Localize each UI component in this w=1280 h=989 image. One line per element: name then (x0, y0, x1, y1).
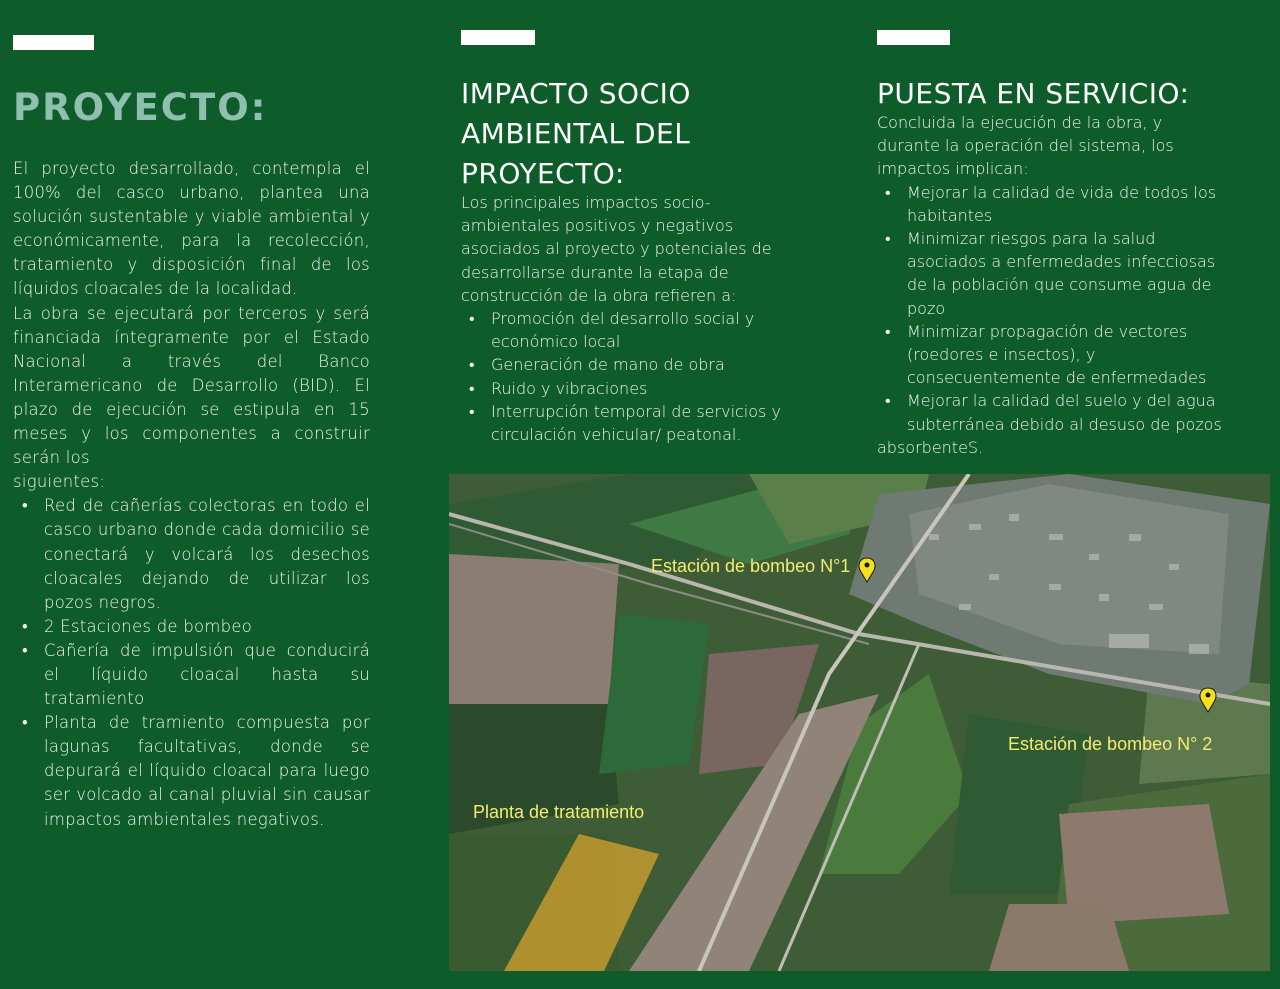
bullet-icon: • (469, 378, 475, 398)
impacto-intro: Los principales impactos socio-ambientales positivos y negativos asociados al proyecto y potenciales de desarrollarse durante la etapa de construcción de la obra refieren a: (461, 193, 772, 305)
proyecto-siguientes: siguientes: (13, 472, 106, 492)
list-item: • Minimizar propagación de vectores (roedores e insectos), y consecuentemente de enfermedades (885, 321, 1207, 388)
header-bar-left (13, 35, 94, 50)
header-bar-right (877, 30, 950, 45)
list-item: • Mejorar la calidad de vida de todos los habitantes (885, 182, 1217, 225)
list-item: • Generación de mano de obra (491, 353, 796, 376)
puesta-tail: absorbenteS. (877, 437, 984, 457)
bullet-icon: • (469, 355, 475, 375)
header-bar-middle (461, 30, 535, 45)
bullet-icon: • (22, 713, 29, 733)
bullet-icon: • (22, 640, 29, 660)
list-item: • Promoción del desarrollo social y económico local (469, 309, 755, 352)
list-item: • Planta de tramiento compuesta por lagunas facultativas, donde se depurará el líquido cloacal para luego ser volcado al canal pluvial sin causar impactos ambientales negativos. (22, 713, 370, 829)
proyecto-intro: El proyecto desarrollado, contempla el 100% del casco urbano, plantea una solución sustentable y viable ambiental y económicamente, para la recolección, tratamiento y disposición final de los líquidos cloacales de la localidad. (13, 159, 370, 299)
proyecto-obra: La obra se ejecutará por terceros y será financiada íntegramente por el Estado Nacional a través del Banco Interamericano de Desarrollo (BID). El plazo de ejecución se estipula en 15 meses y los componentes a construir serán los (13, 303, 370, 468)
bullet-icon: • (885, 182, 891, 202)
bullet-icon: • (22, 616, 29, 636)
list-item: • Mejorar la calidad del suelo y del agua subterránea debido al desuso de pozos (885, 391, 1222, 434)
bullet-icon: • (469, 309, 475, 329)
list-item: • Red de cañerías colectoras en todo el casco urbano donde cada domicilio se conectará y volcará los desechos cloacales dejando de utilizar los pozos negros. (22, 496, 370, 612)
bullet-icon: • (885, 229, 891, 249)
impacto-title: IMPACTO SOCIO AMBIENTAL DEL PROYECTO: (461, 77, 691, 190)
list-item: • Interrupción temporal de servicios y circulación vehicular/ peatonal. (469, 401, 781, 445)
list-item: • Ruido y vibraciones (491, 377, 796, 400)
bullet-icon: • (469, 401, 475, 421)
label-bombeo-2: Estación de bombeo N° 2 (1008, 734, 1213, 754)
label-bombeo-1: Estación de bombeo N°1 (651, 556, 851, 576)
puesta-intro: Concluida la ejecución de la obra, y durante la operación del sistema, los impactos implican: (877, 113, 1174, 179)
list-item: • Minimizar riesgos para la salud asociados a enfermedades infecciosas de la población que consume agua de pozo (885, 229, 1216, 318)
list-item: • 2 Estaciones de bombeo (13, 615, 370, 639)
proyecto-title: PROYECTO: (13, 86, 268, 129)
bullet-icon: • (885, 391, 891, 411)
label-planta: Planta de tratamiento (473, 802, 645, 822)
puesta-column (877, 74, 1237, 459)
puesta-title: PUESTA EN SERVICIO: (877, 77, 1190, 110)
bullet-icon: • (885, 321, 891, 341)
impacto-list (461, 307, 796, 446)
proyecto-components-list (13, 494, 370, 831)
aerial-map-image (449, 474, 1270, 971)
list-item: • Cañería de impulsión que conducirá el líquido cloacal hasta su tratamiento (22, 640, 370, 709)
aerial-map (449, 474, 1270, 971)
impacto-column (461, 74, 796, 446)
bullet-icon: • (22, 496, 29, 516)
puesta-list (877, 181, 1237, 436)
proyecto-column (13, 157, 370, 832)
